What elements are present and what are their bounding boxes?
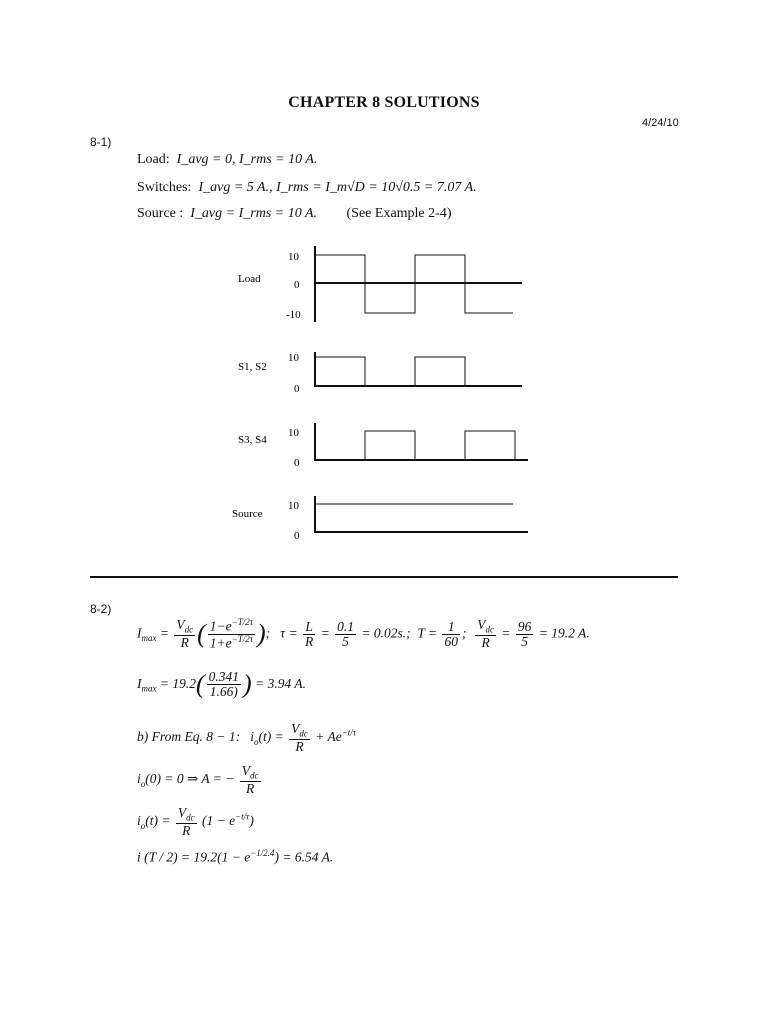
eq5-vdc-sub: dc xyxy=(186,812,195,823)
eq2-den: 1.66) xyxy=(209,684,238,700)
eq2-lhs-sub: max xyxy=(141,683,157,694)
source-line xyxy=(137,206,451,222)
eq6-exp: −1/2.4 xyxy=(250,848,275,858)
eq1-num-exp: −T/2τ xyxy=(231,617,253,627)
s1s2-pulse-wave xyxy=(315,357,465,386)
eq1-96: 96 xyxy=(517,618,532,634)
source-tick-0: 0 xyxy=(294,530,300,542)
eq6-text: i (T / 2) = 19.2(1 − e xyxy=(137,849,251,865)
eq1-lhs: I xyxy=(137,625,142,641)
eq2-result: = 3.94 A. xyxy=(255,675,306,691)
eq5-tail: (1 − e xyxy=(202,813,236,829)
eq1-vdc-sub-2: dc xyxy=(485,624,494,635)
s3s4-waveform-label: S3, S4 xyxy=(238,434,267,446)
s1s2-waveform xyxy=(238,352,522,395)
eq3-exp: −t/τ xyxy=(341,727,357,738)
eq1-tau: τ = xyxy=(280,625,301,641)
eq5-sub: o xyxy=(140,820,146,831)
eq1-l-over-r xyxy=(303,620,315,649)
eq2-lhs: I xyxy=(137,675,142,691)
eq1-l: L xyxy=(303,620,315,635)
eq5-r: R xyxy=(182,823,191,839)
eq2-num: 0.341 xyxy=(208,669,240,684)
eq5-mid: (t) = xyxy=(145,813,171,829)
load-line xyxy=(137,152,317,168)
s1s2-tick-0: 0 xyxy=(294,383,300,395)
waveform-diagram xyxy=(220,240,550,550)
eq1-t: T = xyxy=(417,625,438,641)
eq1-vdc-2: V xyxy=(477,617,486,633)
eq5-vdc-over-r xyxy=(176,806,197,838)
eq1-lhs-sub: max xyxy=(141,632,157,643)
eq1-vdc-sub: dc xyxy=(184,624,194,635)
eq1-01-over-5 xyxy=(335,620,356,649)
equation-io-general xyxy=(137,722,356,754)
s3s4-tick-10: 10 xyxy=(288,427,299,439)
s3s4-waveform xyxy=(238,423,528,469)
eq3-text: b) From Eq. 8 − 1: xyxy=(137,729,241,745)
eq4-lhs: i xyxy=(137,771,141,787)
eq1-tau-value: = 0.02s.; xyxy=(361,625,411,641)
equation-half-period xyxy=(137,848,333,866)
date-stamp: 4/24/10 xyxy=(642,117,679,129)
eq1-r2: R xyxy=(304,633,314,649)
s3s4-pulse-wave xyxy=(315,431,515,460)
s1s2-tick-10: 10 xyxy=(288,352,299,364)
source-expression: I_avg = I_rms = 10 A. xyxy=(190,206,318,221)
eq4-sub: o xyxy=(140,778,146,789)
eq1-96-over-5 xyxy=(516,620,534,649)
s1s2-waveform-label: S1, S2 xyxy=(238,361,267,373)
eq1-den-exp: −T/2τ xyxy=(231,633,253,644)
eq1-5b: 5 xyxy=(521,633,528,649)
problem-number-8-1: 8-1) xyxy=(90,135,112,149)
source-label: Source : xyxy=(137,206,184,221)
load-tick-0: 0 xyxy=(294,279,300,291)
eq1-num: 1−e xyxy=(209,618,232,634)
eq5-vdc: V xyxy=(177,805,187,820)
eq1-r-3: R xyxy=(481,635,490,651)
s3s4-tick-0: 0 xyxy=(294,457,300,469)
eq3-t: (t) = xyxy=(258,729,284,745)
problem-number-8-2: 8-2) xyxy=(90,602,112,616)
switches-line xyxy=(137,180,477,196)
eq1-5: 5 xyxy=(342,633,349,649)
eq3-vdc: V xyxy=(291,721,300,736)
eq1-1-over-60 xyxy=(442,620,460,649)
eq1-vdc-over-r xyxy=(174,618,195,650)
eq4-vdc-over-r xyxy=(240,764,261,796)
eq4-vdc: V xyxy=(241,763,251,778)
equation-imax-value: $I_{max} = 19.2$( $\frac{0.341}{1.66)}$ ) = 3.94 A. xyxy=(137,669,306,700)
source-tick-10: 10 xyxy=(288,500,299,512)
eq3-lhs-sub: o xyxy=(254,736,259,747)
eq1-1: 1 xyxy=(442,620,460,635)
eq4-r: R xyxy=(246,781,255,797)
equation-io-solution xyxy=(137,806,254,838)
load-tick-neg10: -10 xyxy=(286,309,301,321)
eq3-vdc-sub: dc xyxy=(299,728,308,739)
eq3-lhs: i xyxy=(250,729,254,745)
load-expression: I_avg = 0, I_rms = 10 A. xyxy=(176,152,318,167)
eq5-lhs: i xyxy=(137,813,141,829)
eq1-result: = 19.2 A. xyxy=(538,625,590,641)
eq1-den: 1+e xyxy=(209,635,232,651)
page-title: CHAPTER 8 SOLUTIONS xyxy=(288,94,480,111)
eq1-vdc-over-r-2 xyxy=(475,618,496,650)
eq3-r: R xyxy=(295,739,304,755)
eq1-01: 0.1 xyxy=(337,618,354,634)
eq1-60: 60 xyxy=(444,633,458,649)
eq1-exp-ratio xyxy=(208,618,255,650)
equation-initial-condition xyxy=(137,764,263,796)
equation-imax-formula: $I_{max}$ = $\frac{V_{dc}}{R}$ ( $\frac{1-e^{-T/2\tau}}{1+e^{-T/2\tau}}$ ); τ = $\frac{L}{R}$ = $\frac{0.1}{5}$ = 0.02s.; T = $\frac{1}{60}$ ; $\frac{V_{dc}}{R}$ = $\frac{96}{5}$ = 19.2 A. xyxy=(137,617,590,651)
eq3-vdc-over-r xyxy=(289,722,310,754)
eq1-r: R xyxy=(180,635,189,651)
load-waveform xyxy=(238,246,522,322)
load-waveform-label: Load xyxy=(238,273,261,285)
eq5-exp: −t/τ xyxy=(235,811,250,822)
source-waveform xyxy=(232,496,528,542)
eq4-mid: (0) = 0 ⇒ A = − xyxy=(145,771,235,787)
eq6-close: ) = 6.54 A. xyxy=(274,849,334,865)
eq2-pre: = 19.2 xyxy=(159,675,196,691)
eq5-close: ) xyxy=(249,813,254,829)
load-tick-10: 10 xyxy=(288,251,299,263)
source-note: (See Example 2-4) xyxy=(346,206,452,221)
eq2-fraction xyxy=(207,670,241,699)
section-divider xyxy=(90,576,678,578)
eq4-vdc-sub: dc xyxy=(250,770,259,781)
switches-expression: I_avg = 5 A., I_rms = I_m√D = 10√0.5 = 7.07 A. xyxy=(198,180,477,195)
switches-label: Switches: xyxy=(137,180,192,195)
source-waveform-label: Source xyxy=(232,508,263,520)
eq3-plus: + Ae xyxy=(315,729,342,745)
eq1-vdc: V xyxy=(176,617,185,633)
load-label: Load: xyxy=(137,152,170,167)
